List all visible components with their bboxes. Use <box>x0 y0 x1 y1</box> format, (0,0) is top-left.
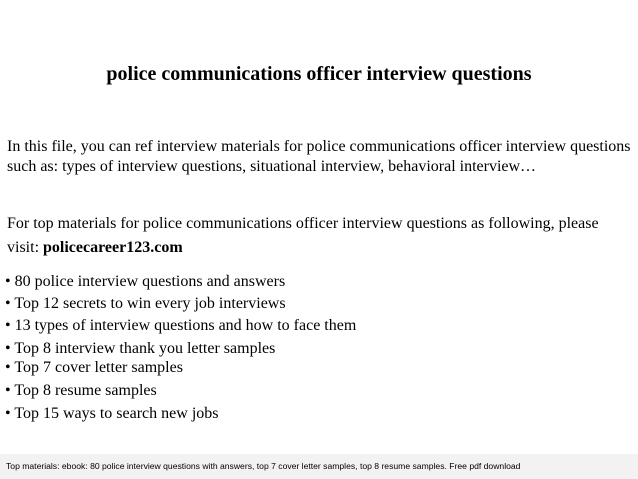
list-item: • Top 7 cover letter samples <box>5 359 183 376</box>
list-item: • Top 8 resume samples <box>5 382 157 399</box>
footer-bar <box>0 454 638 479</box>
page-title: police communications officer interview questions <box>106 63 532 85</box>
list-item: • Top 8 interview thank you letter samples <box>5 340 276 357</box>
footer-text: Top materials: ebook: 80 police interview questions with answers, top 7 cover letter samples, top 8 resume samples. Free pdf download <box>6 461 521 471</box>
visit-paragraph <box>7 212 631 260</box>
list-item: • Top 15 ways to search new jobs <box>5 405 219 422</box>
visit-text: For top materials for police communications officer interview questions as following, please visit: <box>7 215 599 256</box>
list-item: • 80 police interview questions and answers <box>5 273 286 290</box>
intro-paragraph: In this file, you can ref interview materials for police communications officer interview questions such as: types of interview questions, situational interview, behavioral interview… <box>7 138 631 175</box>
list-item: • 13 types of interview questions and how to face them <box>5 317 357 334</box>
list-item: • Top 12 secrets to win every job interviews <box>5 295 286 312</box>
website-link[interactable]: policecareer123.com <box>43 239 183 256</box>
